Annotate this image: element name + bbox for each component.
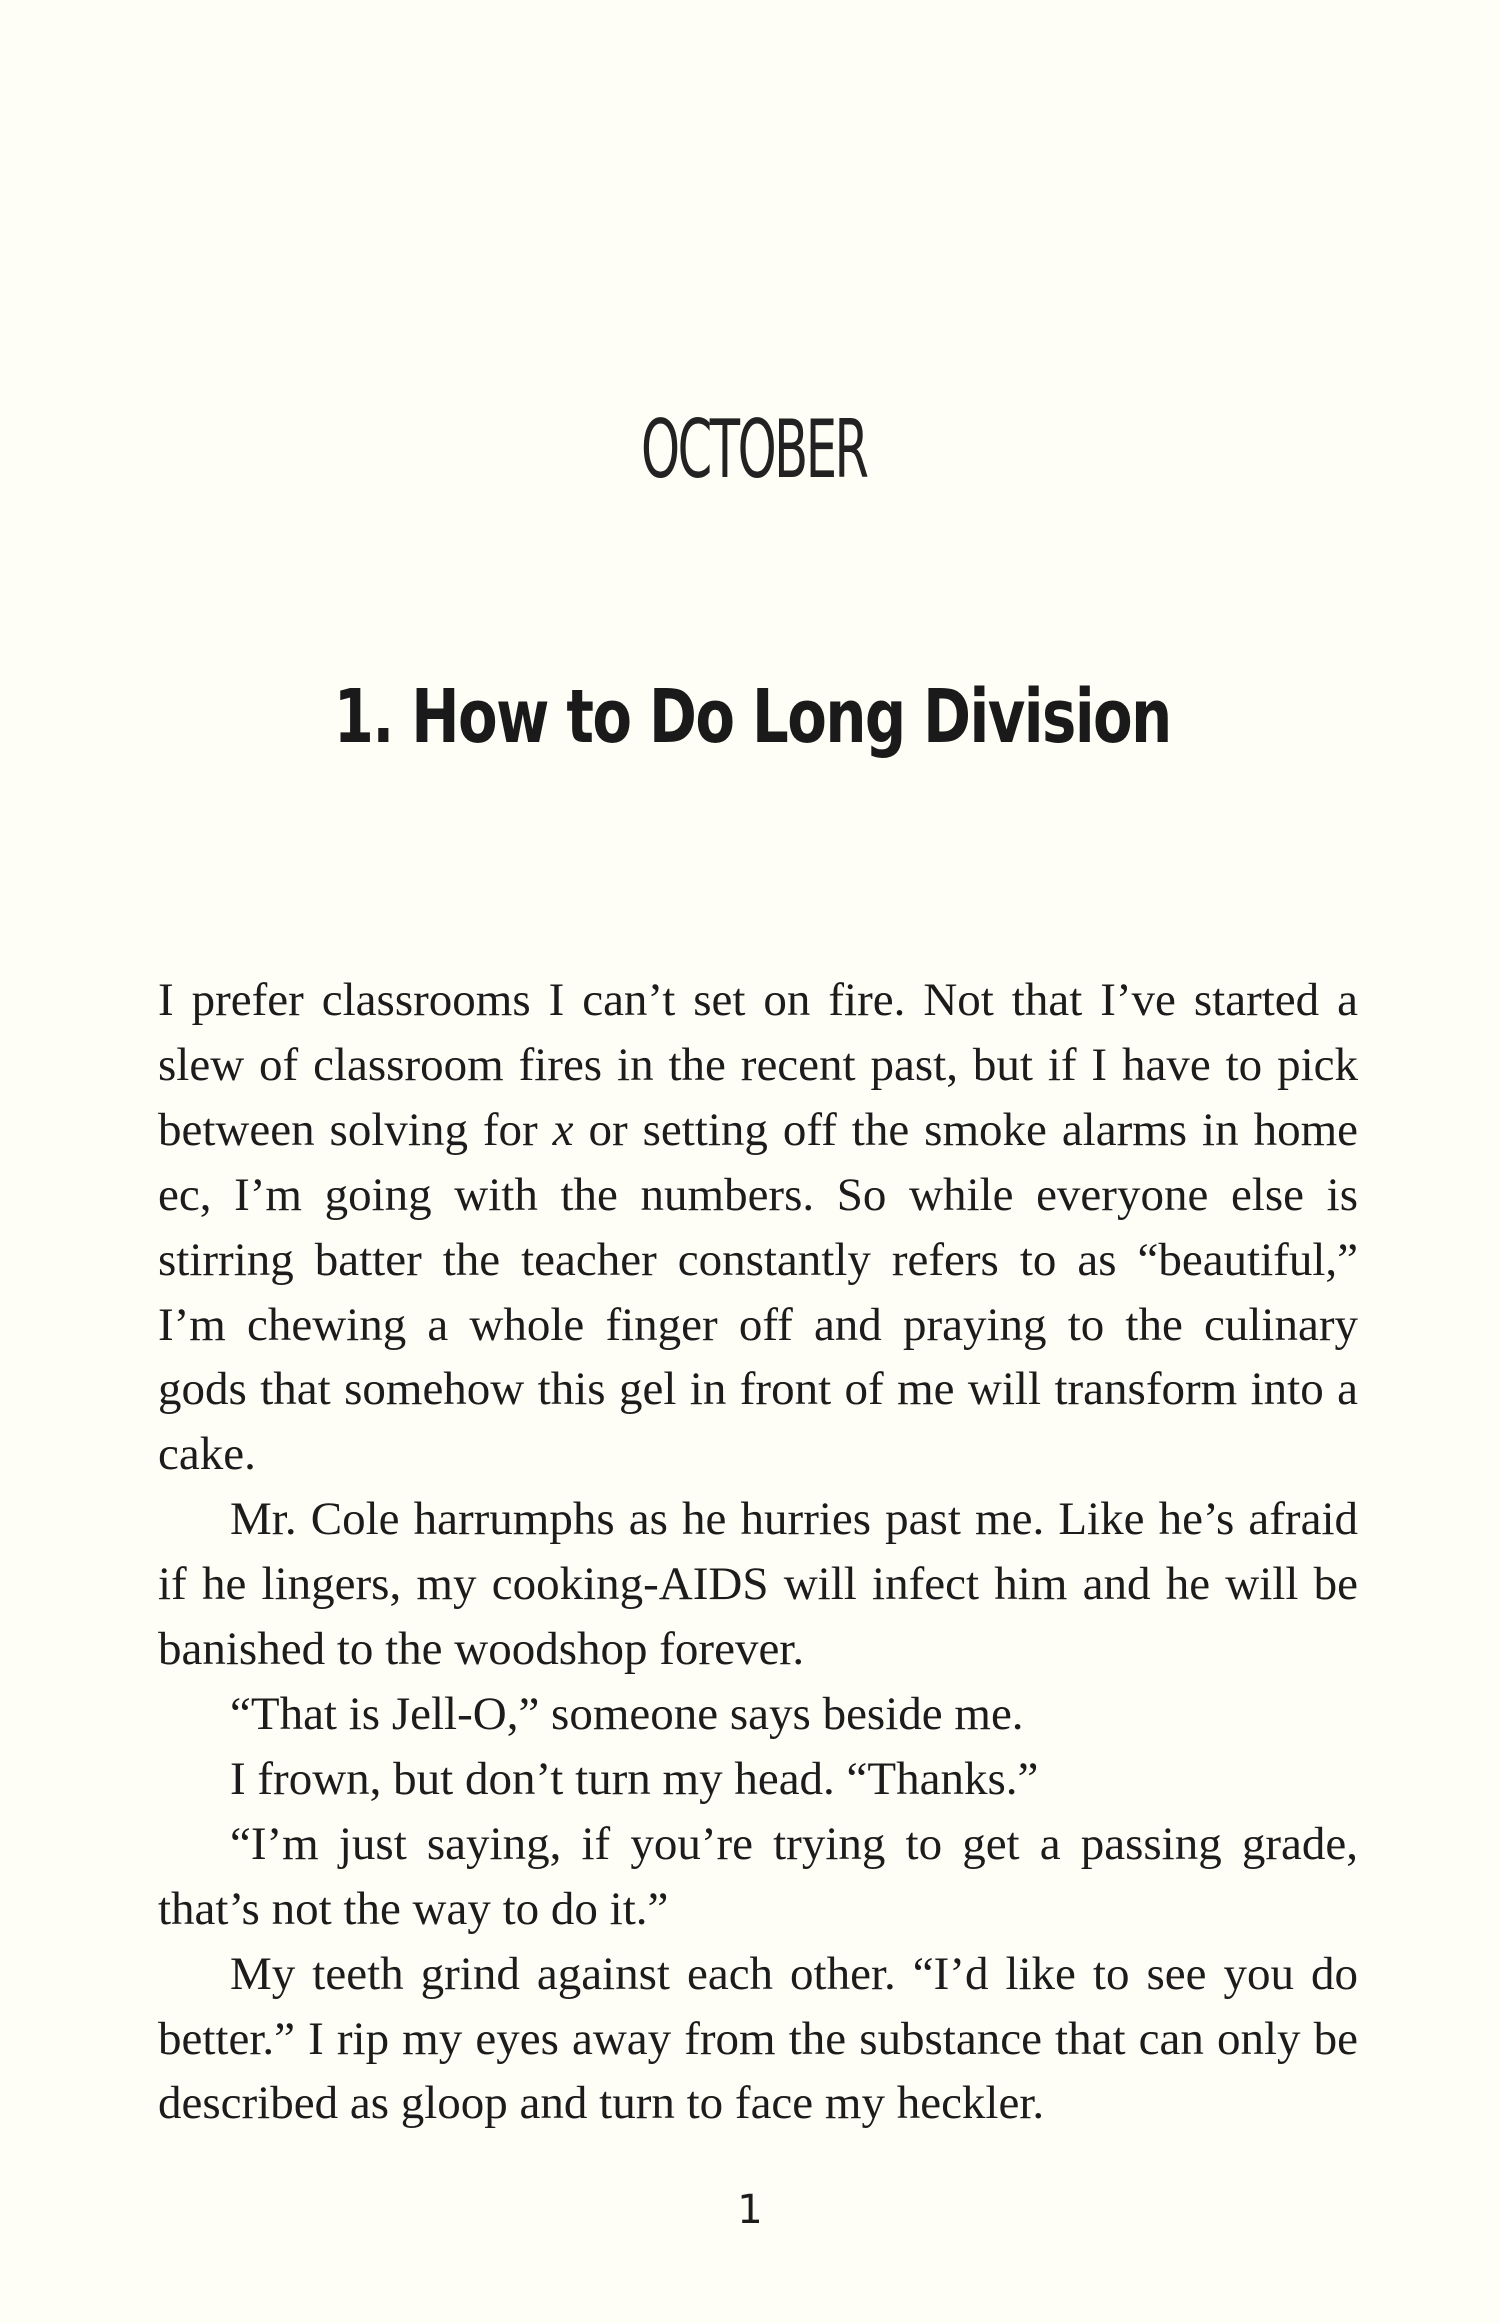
paragraph: Mr. Cole harrumphs as he hurries past me. Like he’s afraid if he lingers, my cooking-AIDS will infect him and he will be banished to the woodshop forever. [158,1493,1358,1676]
paragraph: “I’m just saying, if you’re trying to get a passing grade, that’s not the way to do it.” [158,1817,1358,1935]
page-number: 1 [737,2187,763,2233]
chapter-title: 1. How to Do Long Division [333,674,1171,760]
paragraph: “That is Jell-O,” someone says beside me. [230,1687,1024,1740]
part-heading: OCTOBER [641,403,867,496]
paragraph [158,968,1358,1487]
paragraph-text: I prefer classrooms I can’t set on fire. Not that I’ve started a slew of classroom fires in the recent past, but if I have to pick between solving for [158,974,1358,1156]
paragraph: My teeth grind against each other. “I’d like to see you do better.” I rip my eyes away from the substance that can only be described as gloop and turn to face my heckler. [158,1947,1358,2130]
body-text [158,968,1358,2136]
emphasis-variable: x [552,1103,574,1156]
paragraph: I frown, but don’t turn my head. “Thanks.” [230,1752,1039,1805]
paragraph-text: or setting off the smoke alarms in home ec, I’m going with the numbers. So while everyone else is stirring batter the teacher constantly refers to as “beautiful,” I’m chewing a whole finger off and praying to the culinary gods that somehow this gel in front of me will transform into a cake. [158,1103,1358,1481]
